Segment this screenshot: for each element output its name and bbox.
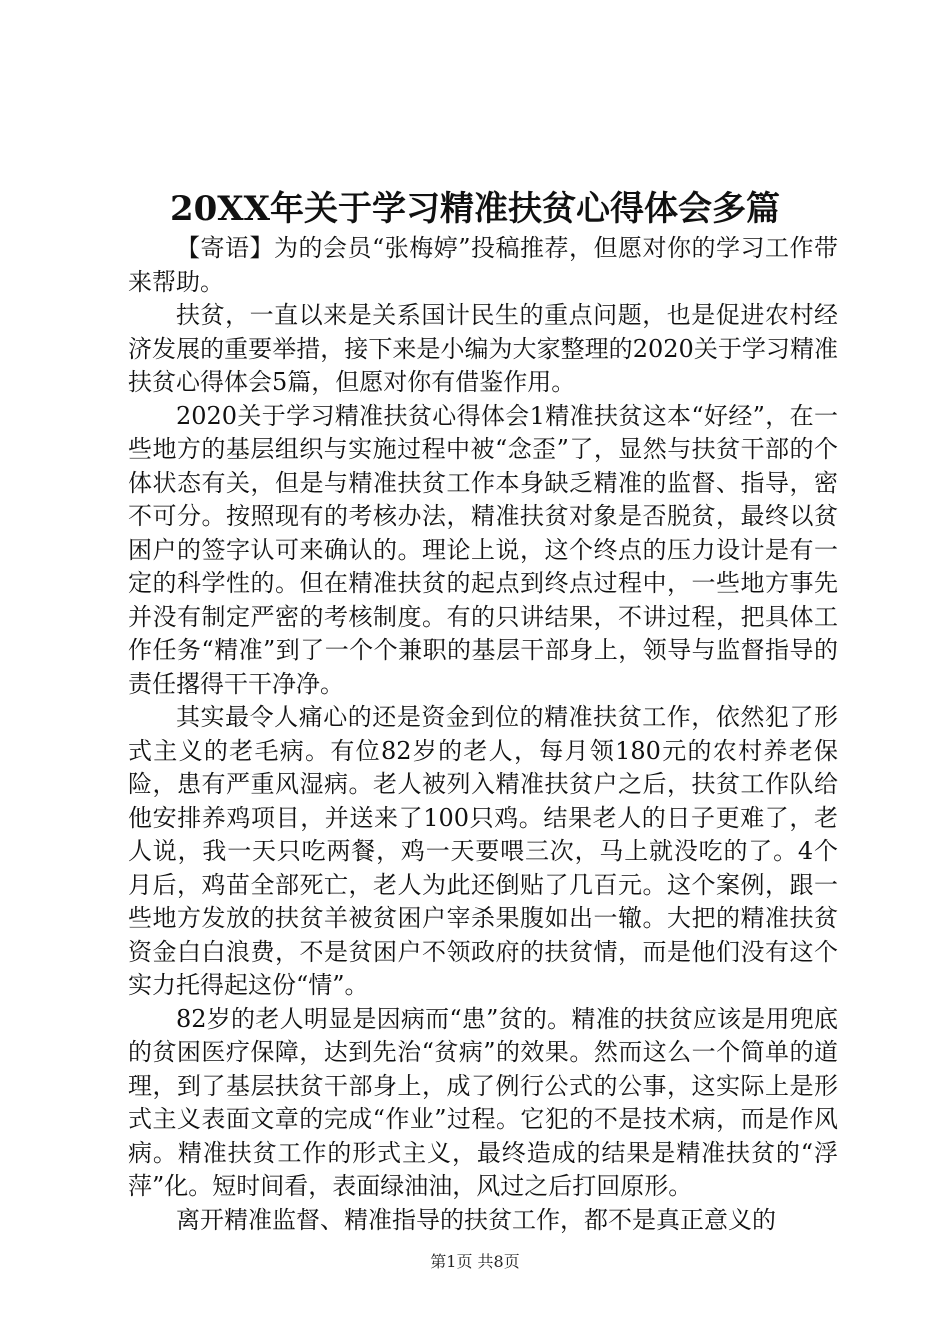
paragraph-case: 其实最令人痛心的还是资金到位的精准扶贫工作，依然犯了形式主义的老毛病。有位82岁的老人，每月领180元的农村养老保险，患有严重风湿病。老人被列入精准扶贫户之后，扶贫工作队给他安排养鸡项目，并送来了100只鸡。结果老人的日子更难了，老人说，我一天只吃两餐，鸡一天要喂三次，马上就没吃的了。4个月后，鸡苗全部死亡，老人为此还倒贴了几百元。这个案例，跟一些地方发放的扶贫羊被贫困户宰杀果腹如出一辙。大把的精准扶贫资金白白浪费，不是贫困户不领政府的扶贫情，而是他们没有这个实力托得起这份“情”。	[128, 703, 838, 999]
document-title: 20XX年关于学习精准扶贫心得体会多篇	[169, 189, 781, 229]
document-body	[128, 232, 838, 1237]
paragraph-analysis: 82岁的老人明显是因病而“患”贫的。精准的扶贫应该是用兜底的贫困医疗保障，达到先治“贫病”的效果。然而这么一个简单的道理，到了基层扶贫干部身上，成了例行公式的公事，这实际上是形式主义表面文章的完成“作业”过程。它犯的不是技术病，而是作风病。精准扶贫工作的形式主义，最终造成的结果是精准扶贫的“浮萍”化。短时间看，表面绿油油，风过之后打回原形。	[128, 1004, 838, 1200]
page-footer	[0, 1252, 950, 1272]
paragraph-continued: 离开精准监督、精准指导的扶贫工作，都不是真正意义的	[176, 1205, 776, 1234]
paragraph-preface: 【寄语】为的会员“张梅婷”投稿推荐，但愿对你的学习工作带来帮助。	[128, 234, 838, 296]
paragraph-intro: 扶贫，一直以来是关系国计民生的重点问题，也是促进农村经济发展的重要举措，接下来是小编为大家整理的2020关于学习精准扶贫心得体会5篇，但愿对你有借鉴作用。	[128, 301, 838, 396]
page-number: 第1页 共8页	[430, 1252, 520, 1271]
paragraph-essay-1: 2020关于学习精准扶贫心得体会1精准扶贫这本“好经”，在一些地方的基层组织与实施过程中被“念歪”了，显然与扶贫干部的个体状态有关，但是与精准扶贫工作本身缺乏精准的监督、指导，密不可分。按照现有的考核办法，精准扶贫对象是否脱贫，最终以贫困户的签字认可来确认的。理论上说，这个终点的压力设计是有一定的科学性的。但在精准扶贫的起点到终点过程中，一些地方事先并没有制定严密的考核制度。有的只讲结果，不讲过程，把具体工作任务“精准”到了一个个兼职的基层干部身上，领导与监督指导的责任撂得干干净净。	[128, 401, 838, 698]
